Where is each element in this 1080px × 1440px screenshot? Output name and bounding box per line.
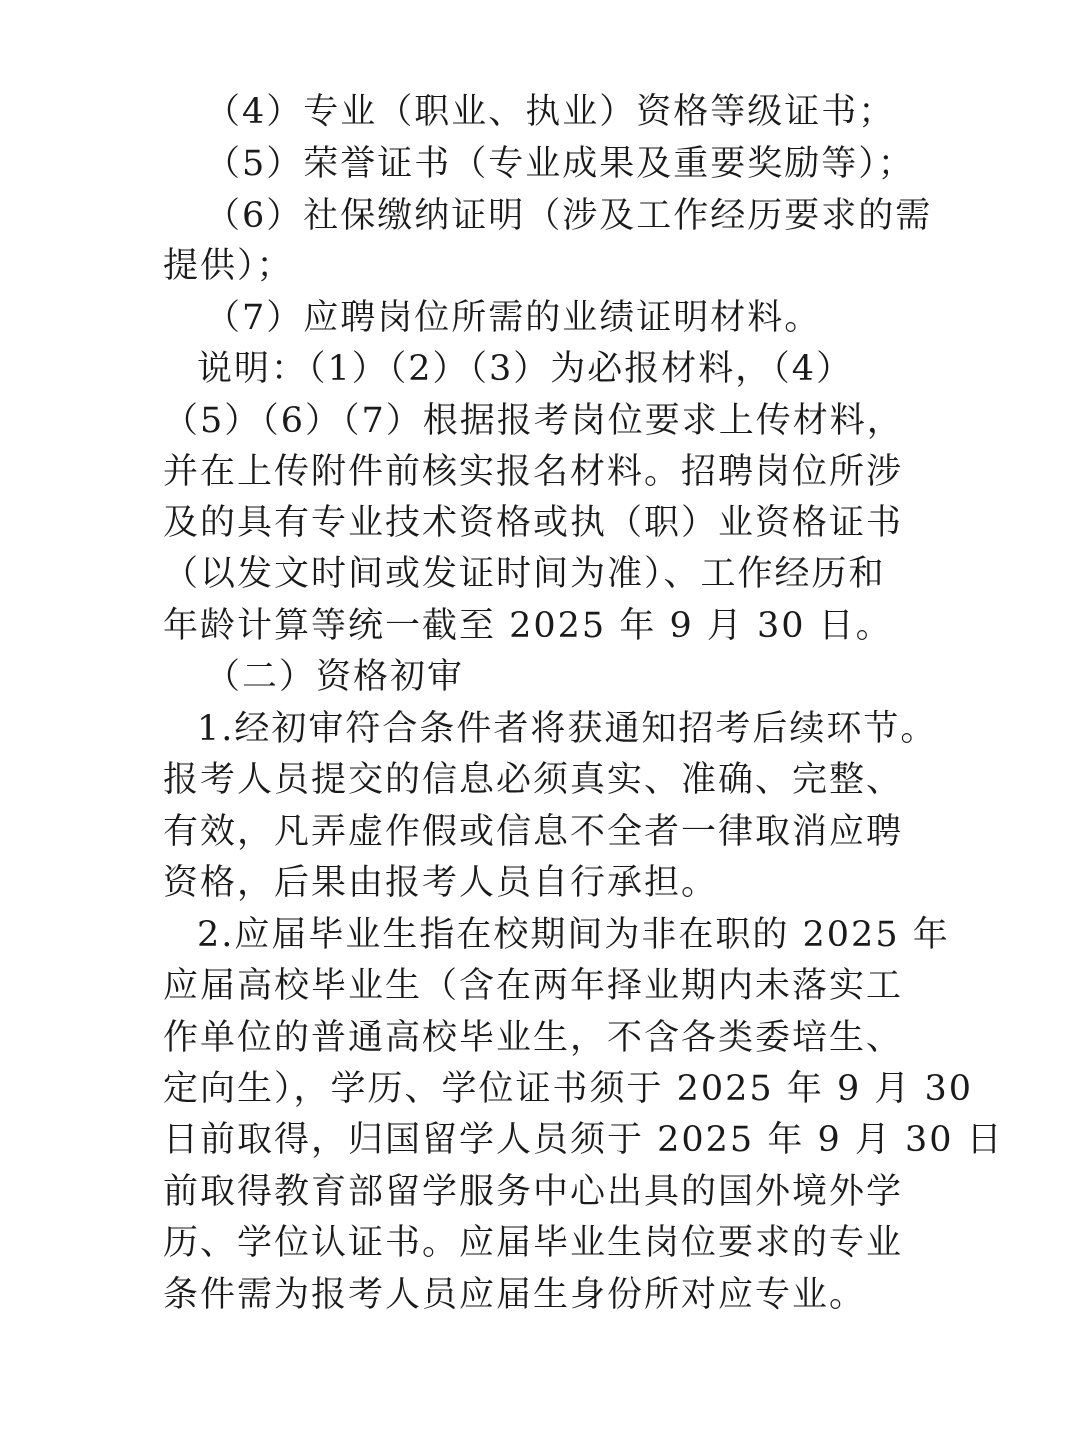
text-line: 说明：（1）（2）（3）为必报材料，（4） (197, 349, 854, 389)
text-line: 年龄计算等统一截至 2025 年 9 月 30 日。 (163, 606, 893, 646)
section-heading: （二）资格初审 (205, 657, 465, 697)
text-line: 及的具有专业技术资格或执（职）业资格证书 (163, 503, 904, 543)
text-line: 日前取得，归国留学人员须于 2025 年 9 月 30 日 (163, 1120, 1004, 1160)
text-line: 资格，后果由报考人员自行承担。 (163, 863, 719, 903)
text-line: （5）（6）（7）根据报考岗位要求上传材料， (163, 401, 904, 441)
text-line: 1.经初审符合条件者将获通知招考后续环节。 (197, 709, 938, 749)
text-line: 有效，凡弄虚作假或信息不全者一律取消应聘 (163, 812, 904, 852)
text-line: （4）专业（职业、执业）资格等级证书； (205, 92, 896, 132)
text-line: 作单位的普通高校毕业生，不含各类委培生、 (163, 1018, 904, 1058)
text-line: 历、学位认证书。应届毕业生岗位要求的专业 (163, 1223, 904, 1263)
text-line: （以发文时间或发证时间为准）、工作经历和 (163, 554, 886, 594)
text-line: 应届高校毕业生（含在两年择业期内未落实工 (163, 966, 904, 1006)
text-line: 2.应届毕业生指在校期间为非在职的 2025 年 (197, 915, 950, 955)
text-line: （7）应聘岗位所需的业绩证明材料。 (205, 298, 822, 338)
text-line: 并在上传附件前核实报名材料。招聘岗位所涉 (163, 452, 904, 492)
text-line: 报考人员提交的信息必须真实、准确、完整、 (163, 760, 904, 800)
text-line: （6）社保缴纳证明（涉及工作经历要求的需 (205, 196, 933, 236)
text-line: 条件需为报考人员应届生身份所对应专业。 (163, 1275, 867, 1315)
text-line: 前取得教育部留学服务中心出具的国外境外学 (163, 1172, 904, 1212)
text-line: 定向生），学历、学位证书须于 2025 年 9 月 30 (163, 1069, 974, 1109)
text-line: 提供）； (163, 246, 294, 286)
text-line: （5）荣誉证书（专业成果及重要奖励等）； (205, 144, 915, 184)
